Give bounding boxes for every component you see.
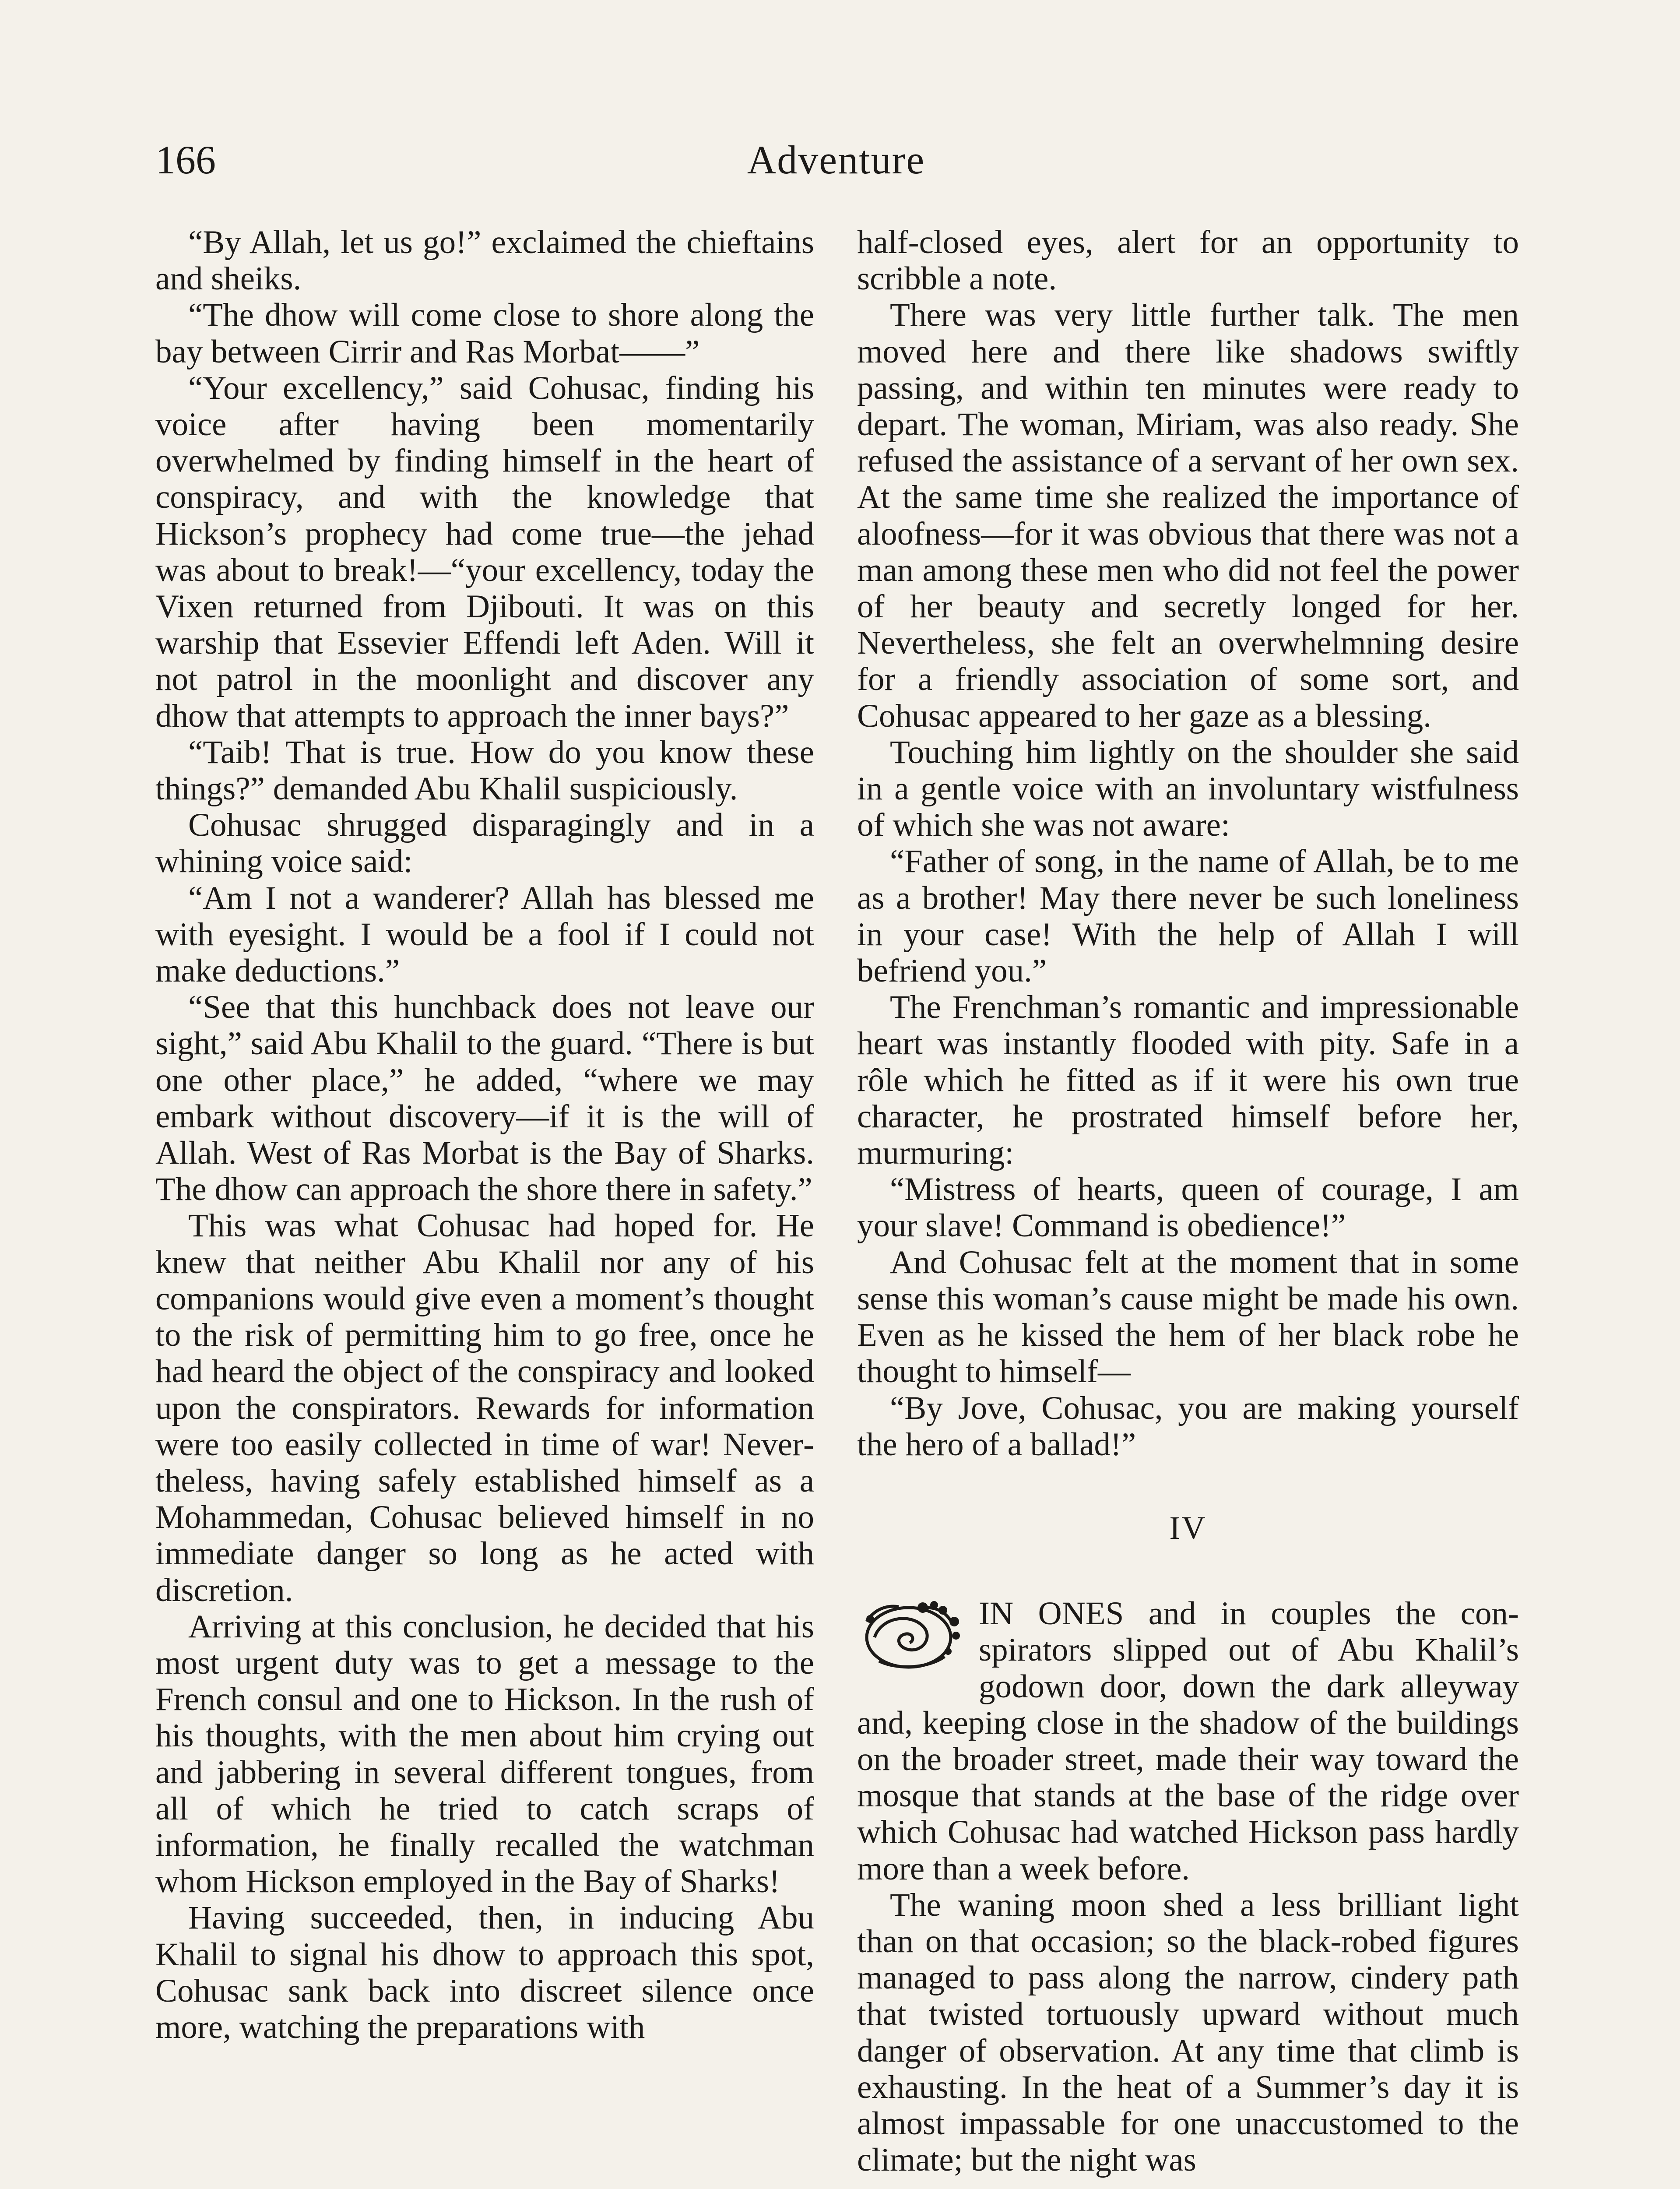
paragraph: The waning moon shed a less brilliant light than on that occasion; so the black-robed figures managed to pass along the narrow, cindery path that twisted tortuously upward without much danger of observation. At any time that climb is exhausting. In the heat of a Summer’s day it is almost impassable for one unaccustomed to the climate; but the night was [857,1886,1519,2178]
paragraph: “See that this hunchback does not leave our sight,” said Abu Khalil to the guard. “There is but one other place,” he added, “where we may embark without discovery—if it is the will of Allah. West of Ras Morbat is the Bay of Sharks. The dhow can approach the shore there in safety.” [155,989,814,1208]
paragraph: Touching him lightly on the shoulder she said in a gentle voice with an involuntary wistfulness of which she was not aware: [857,734,1519,844]
paragraph: half-closed eyes, alert for an opportunity to scribble a note. [857,224,1519,297]
page-number: 166 [155,137,216,182]
paragraph: “The dhow will come close to shore along the bay between Cirrir and Ras Morbat——” [155,297,814,370]
paragraph: This was what Cohusac had hoped for. He knew that neither Abu Khalil nor any of his companions would give even a moment’s thought to the risk of permitting him to go free, once he had heard the object of the conspiracy and looked upon the conspirators. Rewards for information were too easily collected in time of war! Nevertheless, having safely established himself as a Mohammedan, Cohusac believed himself in no immediate danger so long as he acted with discretion. [155,1207,814,1608]
right-column [857,224,1519,2178]
paragraph: “By Jove, Cohusac, you are making yourself the hero of a ballad!” [857,1390,1519,1463]
paragraph: “By Allah, let us go!” exclaimed the chieftains and sheiks. [155,224,814,297]
paragraph: Having succeeded, then, in inducing Abu Khalil to signal his dhow to approach this spot, Cohusac sank back into discreet silence once more, watching the preparations with [155,1900,814,2045]
section-number: IV [1169,1510,1207,1546]
paragraph: There was very little further talk. The men moved here and there like shadows swiftly passing, and within ten minutes were ready to depart. The woman, Miriam, was also ready. She refused the assistance of a servant of her own sex. At the same time she realized the importance of aloofness—for it was obvious that there was not a man among these men who did not feel the power of her beauty and secretly longed for her. Nevertheless, she felt an overwhelmning desire for a friendly association of some sort, and Cohusac appeared to her gaze as a blessing. [857,297,1519,734]
left-column [155,224,814,2045]
paragraph: And Cohusac felt at the moment that in some sense this woman’s cause might be made his own. Even as he kissed the hem of her black robe he thought to himself— [857,1244,1519,1390]
paragraph: IN ONES and in couples the conspirators slipped out of Abu Khalil’s godown door, down the dark alleyway and, keeping close in the shadow of the buildings on the broader street, made their way toward the mosque that stands at the base of the ridge over which Cohusac had watched Hickson pass hardly more than a week before. [857,1595,1519,1887]
paragraph: “Mistress of hearts, queen of courage, I am your slave! Command is obedience!” [857,1171,1519,1244]
ornamental-initial-icon [857,1595,971,1671]
paragraph: “Your excellency,” said Cohusac, finding his voice after having been momentarily overwhelmed by finding himself in the heart of conspiracy, and with the knowledge that Hickson’s prophecy had come true—the jehad was about to break!—“your excellency, today the Vixen returned from Djibouti. It was on this warship that Essevier Effendi left Aden. Will it not patrol in the moonlight and discover any dhow that attempts to approach the inner bays?” [155,370,814,734]
paragraph: “Father of song, in the name of Allah, be to me as a brother! May there never be such loneliness in your case! With the help of Allah I will befriend you.” [857,843,1519,989]
paragraph: “Am I not a wanderer? Allah has blessed me with eyesight. I would be a fool if I could not make deductions.” [155,880,814,989]
paragraph: Arriving at this conclusion, he decided that his most urgent duty was to get a message to the French consul and one to Hickson. In the rush of his thoughts, with the men about him crying out and jabbering in several different tongues, from all of which he tried to catch scraps of information, he finally recalled the watchman whom Hickson employed in the Bay of Sharks! [155,1608,814,1900]
paragraph: The Frenchman’s romantic and impressionable heart was instantly flooded with pity. Safe in a rôle which he fitted as if it were his own true character, he prostrated himself before her, murmuring: [857,989,1519,1172]
paragraph: “Taib! That is true. How do you know these things?” demanded Abu Khalil suspiciously. [155,734,814,807]
running-title: Adventure [747,137,925,182]
paragraph: Cohusac shrugged disparagingly and in a whining voice said: [155,807,814,880]
page-header [155,127,1517,193]
